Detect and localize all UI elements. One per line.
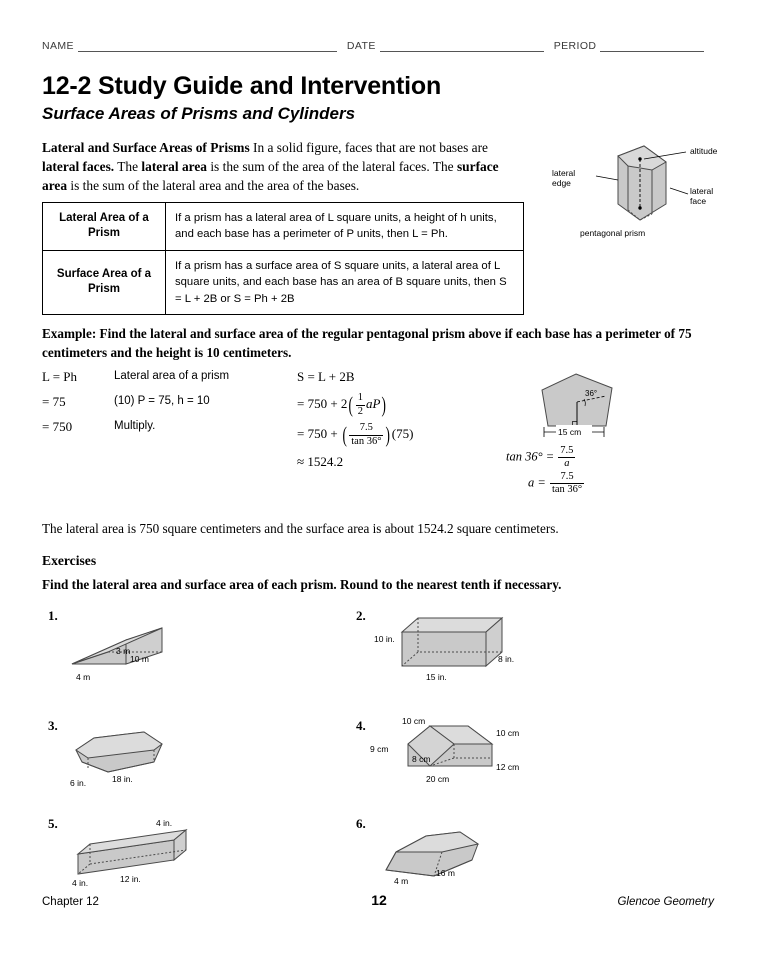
problem-5-figure bbox=[58, 818, 218, 888]
example-result: The lateral area is 750 square centimeters and the surface area is about 1524.2 square centimeters. bbox=[42, 521, 559, 536]
work-left-line-3: = 750 bbox=[42, 419, 73, 434]
intro-body-1: In a solid figure, faces that are not bases are bbox=[249, 140, 488, 155]
problem-4-figure bbox=[368, 714, 543, 794]
tangent-fraction-2 bbox=[550, 471, 584, 496]
tangent-line-2 bbox=[506, 471, 706, 497]
table-row bbox=[43, 250, 524, 314]
tangent-den-1: a bbox=[564, 458, 570, 470]
date-label: DATE bbox=[346, 40, 376, 52]
problem-4-label-10cm-left: 10 cm bbox=[402, 716, 426, 726]
apothem-den: tan 36° bbox=[351, 435, 382, 447]
problem-1-label-4m: 4 m bbox=[76, 672, 91, 682]
name-write-line[interactable] bbox=[78, 41, 337, 52]
apothem-fraction bbox=[349, 422, 383, 447]
label-lateral-edge-2: edge bbox=[552, 178, 571, 188]
problem-number-1: 1. bbox=[48, 608, 58, 623]
intro-bold-3: lateral area bbox=[141, 159, 207, 175]
problem-1-label-3m: 3 m bbox=[116, 646, 131, 656]
concept-summary-table bbox=[42, 202, 524, 315]
row-key-surface-area: Surface Area of a Prism bbox=[43, 250, 166, 314]
date-write-line[interactable] bbox=[380, 41, 544, 52]
problem-2-label-15in: 15 in. bbox=[426, 672, 447, 682]
problem-number-6: 6. bbox=[356, 816, 366, 831]
half-den: 2 bbox=[357, 405, 363, 417]
row-value-lateral-area: If a prism has a lateral area of L square units, a height of h units, and each base has a perimeter of P units, then L = Ph. bbox=[166, 203, 524, 251]
work-mid-line-1: Lateral area of a prism bbox=[114, 370, 230, 382]
pentagon-width-label: 15 cm bbox=[558, 427, 582, 437]
pentagonal-prism-figure bbox=[540, 132, 730, 242]
tangent-num-2: 7.5 bbox=[550, 471, 584, 484]
apothem-num: 7.5 bbox=[349, 422, 383, 435]
label-lateral-face-2: face bbox=[690, 196, 707, 206]
problem-number-2: 2. bbox=[356, 608, 366, 623]
problem-2-label-10in: 10 in. bbox=[374, 634, 395, 644]
work-right-line-4: ≈ 1524.2 bbox=[297, 454, 344, 469]
problem-4-label-20cm: 20 cm bbox=[426, 774, 450, 784]
work-mid-line-3: Multiply. bbox=[114, 420, 156, 432]
problem-3-label-6in: 6 in. bbox=[70, 778, 87, 788]
name-label: NAME bbox=[42, 40, 74, 52]
tangent-fraction-1 bbox=[558, 445, 575, 470]
half-fraction bbox=[356, 392, 365, 417]
footer-chapter: Chapter 12 bbox=[42, 896, 99, 908]
period-write-line[interactable] bbox=[600, 41, 704, 52]
work-right-line-3-prefix: = 750 + bbox=[297, 426, 341, 441]
work-left-line-1: L = Ph bbox=[42, 369, 78, 384]
work-right-line-3-tail: (75) bbox=[391, 426, 414, 441]
open-paren-2: ( bbox=[342, 422, 347, 448]
problem-4-label-10cm-right: 10 cm bbox=[496, 728, 520, 738]
intro-bold-2: lateral faces. bbox=[42, 159, 115, 175]
pentagon-width-dimension bbox=[528, 424, 648, 442]
problem-6-figure bbox=[368, 818, 528, 888]
work-mid-line-2: (10) P = 75, h = 10 bbox=[114, 395, 210, 407]
problem-5-label-4in-top: 4 in. bbox=[156, 818, 173, 828]
page-subtitle: Surface Areas of Prisms and Cylinders bbox=[42, 104, 356, 123]
problem-4-label-12cm: 12 cm bbox=[496, 762, 520, 772]
footer-brand: Glencoe Geometry bbox=[617, 896, 714, 908]
problem-3-figure bbox=[58, 720, 218, 796]
tangent-num-1: 7.5 bbox=[558, 445, 575, 458]
intro-body-3: is the sum of the area of the lateral faces. The bbox=[206, 159, 457, 175]
label-pentagonal-prism: pentagonal prism bbox=[580, 228, 646, 238]
problem-5-label-12in: 12 in. bbox=[120, 874, 141, 884]
work-right-line-2-tail: aP bbox=[366, 396, 381, 411]
intro-bold-4: surface area bbox=[42, 159, 499, 194]
problem-4-label-8cm: 8 cm bbox=[412, 754, 431, 764]
exercises-heading: Exercises bbox=[42, 553, 97, 568]
row-value-surface-area: If a prism has a surface area of S square units, a lateral area of L square units, and each base has an area of B square units, then S = L + 2B or S = Ph + 2B bbox=[166, 250, 524, 314]
tangent-den-2: tan 36° bbox=[551, 484, 583, 496]
row-key-lateral-area: Lateral Area of a Prism bbox=[43, 203, 166, 251]
work-right-line-2 bbox=[297, 389, 517, 419]
problem-number-3: 3. bbox=[48, 718, 58, 733]
work-right-column bbox=[297, 364, 517, 474]
tangent-line-2-left: a = bbox=[528, 475, 549, 490]
table-row bbox=[43, 203, 524, 251]
problem-1-label-10m: 10 m bbox=[130, 654, 149, 664]
open-paren: ( bbox=[348, 392, 354, 418]
problem-5-label-4in-bottom: 4 in. bbox=[72, 878, 89, 888]
problem-number-4: 4. bbox=[356, 718, 366, 733]
work-right-line-1: S = L + 2B bbox=[297, 369, 355, 384]
problem-2-figure bbox=[370, 612, 530, 688]
work-left-column bbox=[42, 364, 102, 439]
problem-4-label-9cm: 9 cm bbox=[370, 744, 389, 754]
pentagon-angle-label: 36° bbox=[585, 389, 598, 398]
period-label: PERIOD bbox=[553, 40, 597, 52]
half-num: 1 bbox=[356, 392, 365, 405]
intro-body-4: is the sum of the lateral area and the area of the bases. bbox=[67, 178, 360, 194]
work-right-line-3 bbox=[297, 419, 517, 449]
label-lateral-face-1: lateral bbox=[690, 186, 714, 196]
work-left-line-2: = 75 bbox=[42, 394, 66, 409]
tangent-line-1 bbox=[506, 445, 706, 471]
tangent-line-1-left: tan 36° = bbox=[506, 449, 558, 464]
problem-number-5: 5. bbox=[48, 816, 58, 831]
label-altitude: altitude bbox=[690, 146, 718, 156]
problem-6-label-16m: 16 m bbox=[436, 868, 455, 878]
page-title: 12-2 Study Guide and Intervention bbox=[42, 72, 442, 100]
problem-1-figure bbox=[58, 618, 208, 688]
tangent-work bbox=[506, 445, 706, 497]
example-statement: Example: Find the lateral and surface area of the regular pentagonal prism above if each base has a perimeter of 75 centimeters and the height is 10 centimeters. bbox=[42, 326, 692, 360]
work-right-line-2-prefix: = 750 + 2 bbox=[297, 396, 348, 411]
intro-body-2: The bbox=[114, 159, 142, 175]
problem-3-label-18in: 18 in. bbox=[112, 774, 133, 784]
close-paren: ) bbox=[381, 392, 387, 418]
intro-paragraph bbox=[42, 138, 522, 195]
footer-page-number: 12 bbox=[371, 892, 387, 908]
work-mid-column bbox=[114, 364, 294, 439]
problem-2-label-8in: 8 in. bbox=[498, 654, 515, 664]
intro-heading: Lateral and Surface Areas of Prisms bbox=[42, 140, 250, 155]
label-lateral-edge-1: lateral bbox=[552, 168, 576, 178]
identification-line bbox=[42, 40, 714, 52]
exercises-directions: Find the lateral area and surface area of each prism. Round to the nearest tenth if necessary. bbox=[42, 577, 562, 592]
close-paren-2: ) bbox=[385, 422, 391, 448]
problem-6-label-4m: 4 m bbox=[394, 876, 409, 886]
